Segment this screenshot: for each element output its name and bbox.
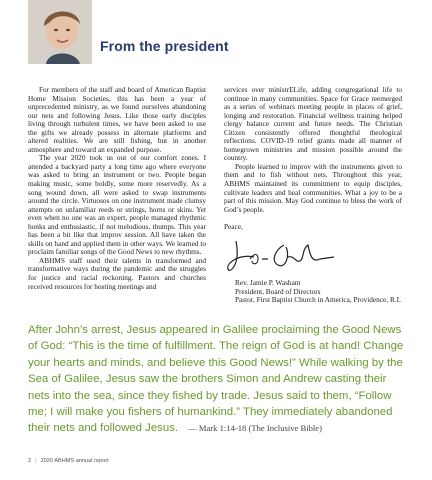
letter-paragraph: ABHMS staff used their talents in transformed and transformative ways during the pandemic and the struggles for justice and racial reckoning. Pastors and churches received resources for hosting meetings and xyxy=(28,255,206,291)
letter-paragraph: For members of the staff and board of American Baptist Home Mission Societies, this has been a year of unprecedented ministry, as we found ourselves abandoning our nets and following Jesus. Like those early disciples living through turbulent times, we have been asked to use the gifts we already possess in alternate platforms and altered realities. We are still fishing, but in another atmosphere and toward an expanded purpose. xyxy=(28,85,206,154)
signature-block xyxy=(224,279,402,305)
letter-right-column xyxy=(224,86,402,305)
page-footer xyxy=(28,458,109,464)
page-number: 2 xyxy=(28,458,32,464)
letter-left-column xyxy=(28,86,206,291)
quote-text: After John’s arrest, Jesus appeared in Galilee proclaiming the Good News of God: “This is the time of fulfillment. The reign of God is at hand! Change your hearts and minds, and believe this Good News!” While walking by the Sea of Galilee, Jesus saw the brothers Simon and Andrew casting their nets into the sea, since they fished by trade. Jesus said to them, “Follow me; I will make you fishers of humankind.” They immediately abandoned their nets and followed Jesus. xyxy=(28,324,404,435)
signer-title: President, Board of Directors xyxy=(235,286,321,296)
footer-separator: | xyxy=(35,458,37,464)
page-title: From the president xyxy=(100,38,229,54)
letter-paragraph: The year 2020 took us out of our comfort zones. I attended a backyard party a long time ago where everyone was asked to bring an instrument or two. People began making music, some boldly, some more reservedly. As a song wound down, all were asked to swap instruments around the circle. Virtuosos on one instrument made clumsy attempts on unfamiliar reeds or strings, horns or skins. Yet even when no one was an expert, people managed rhythmic honks and enthusiastic, if not melodious, thumps. This year has been a bit like that improv session. All have taken the skills on hand and applied them in other ways. We learned to proclaim familiar songs of the Good News to new rhythms. xyxy=(28,153,206,257)
signer-name: Rev. Jamie P. Washam xyxy=(235,278,301,288)
letter-paragraph: People learned to improv with the instruments given to them and to fish without nets. Throughout this year, ABHMS maintained its commitment to equip disciples, cultivate leaders and heal communities. What a joy to be a part of this mission. May God continue to bless the work of God’s people. xyxy=(224,161,402,214)
letter-closing: Peace, xyxy=(224,221,243,231)
signer-church: Pastor, First Baptist Church in America, Providence, R.I. xyxy=(235,295,401,305)
president-portrait-photo xyxy=(28,0,92,64)
handwritten-signature xyxy=(224,235,402,277)
quote-citation: — Mark 1:14-18 (The Inclusive Bible) xyxy=(188,423,322,434)
letter-paragraph: services over ministrELife, adding congregational life to continue in many communities. Space for Grace reemerged as a series of webinars meeting people in places of grief, longing and restoration. Financial wellness training helped clergy balance current and future needs. The Christian Citizen consistently offered thoughtful theological reflections. COVID-19 relief grants made all manner of homegrown ministries and mission possible around the country. xyxy=(224,85,402,163)
report-label: 2020 ABHMS annual report xyxy=(40,458,109,464)
scripture-quote xyxy=(28,322,408,437)
